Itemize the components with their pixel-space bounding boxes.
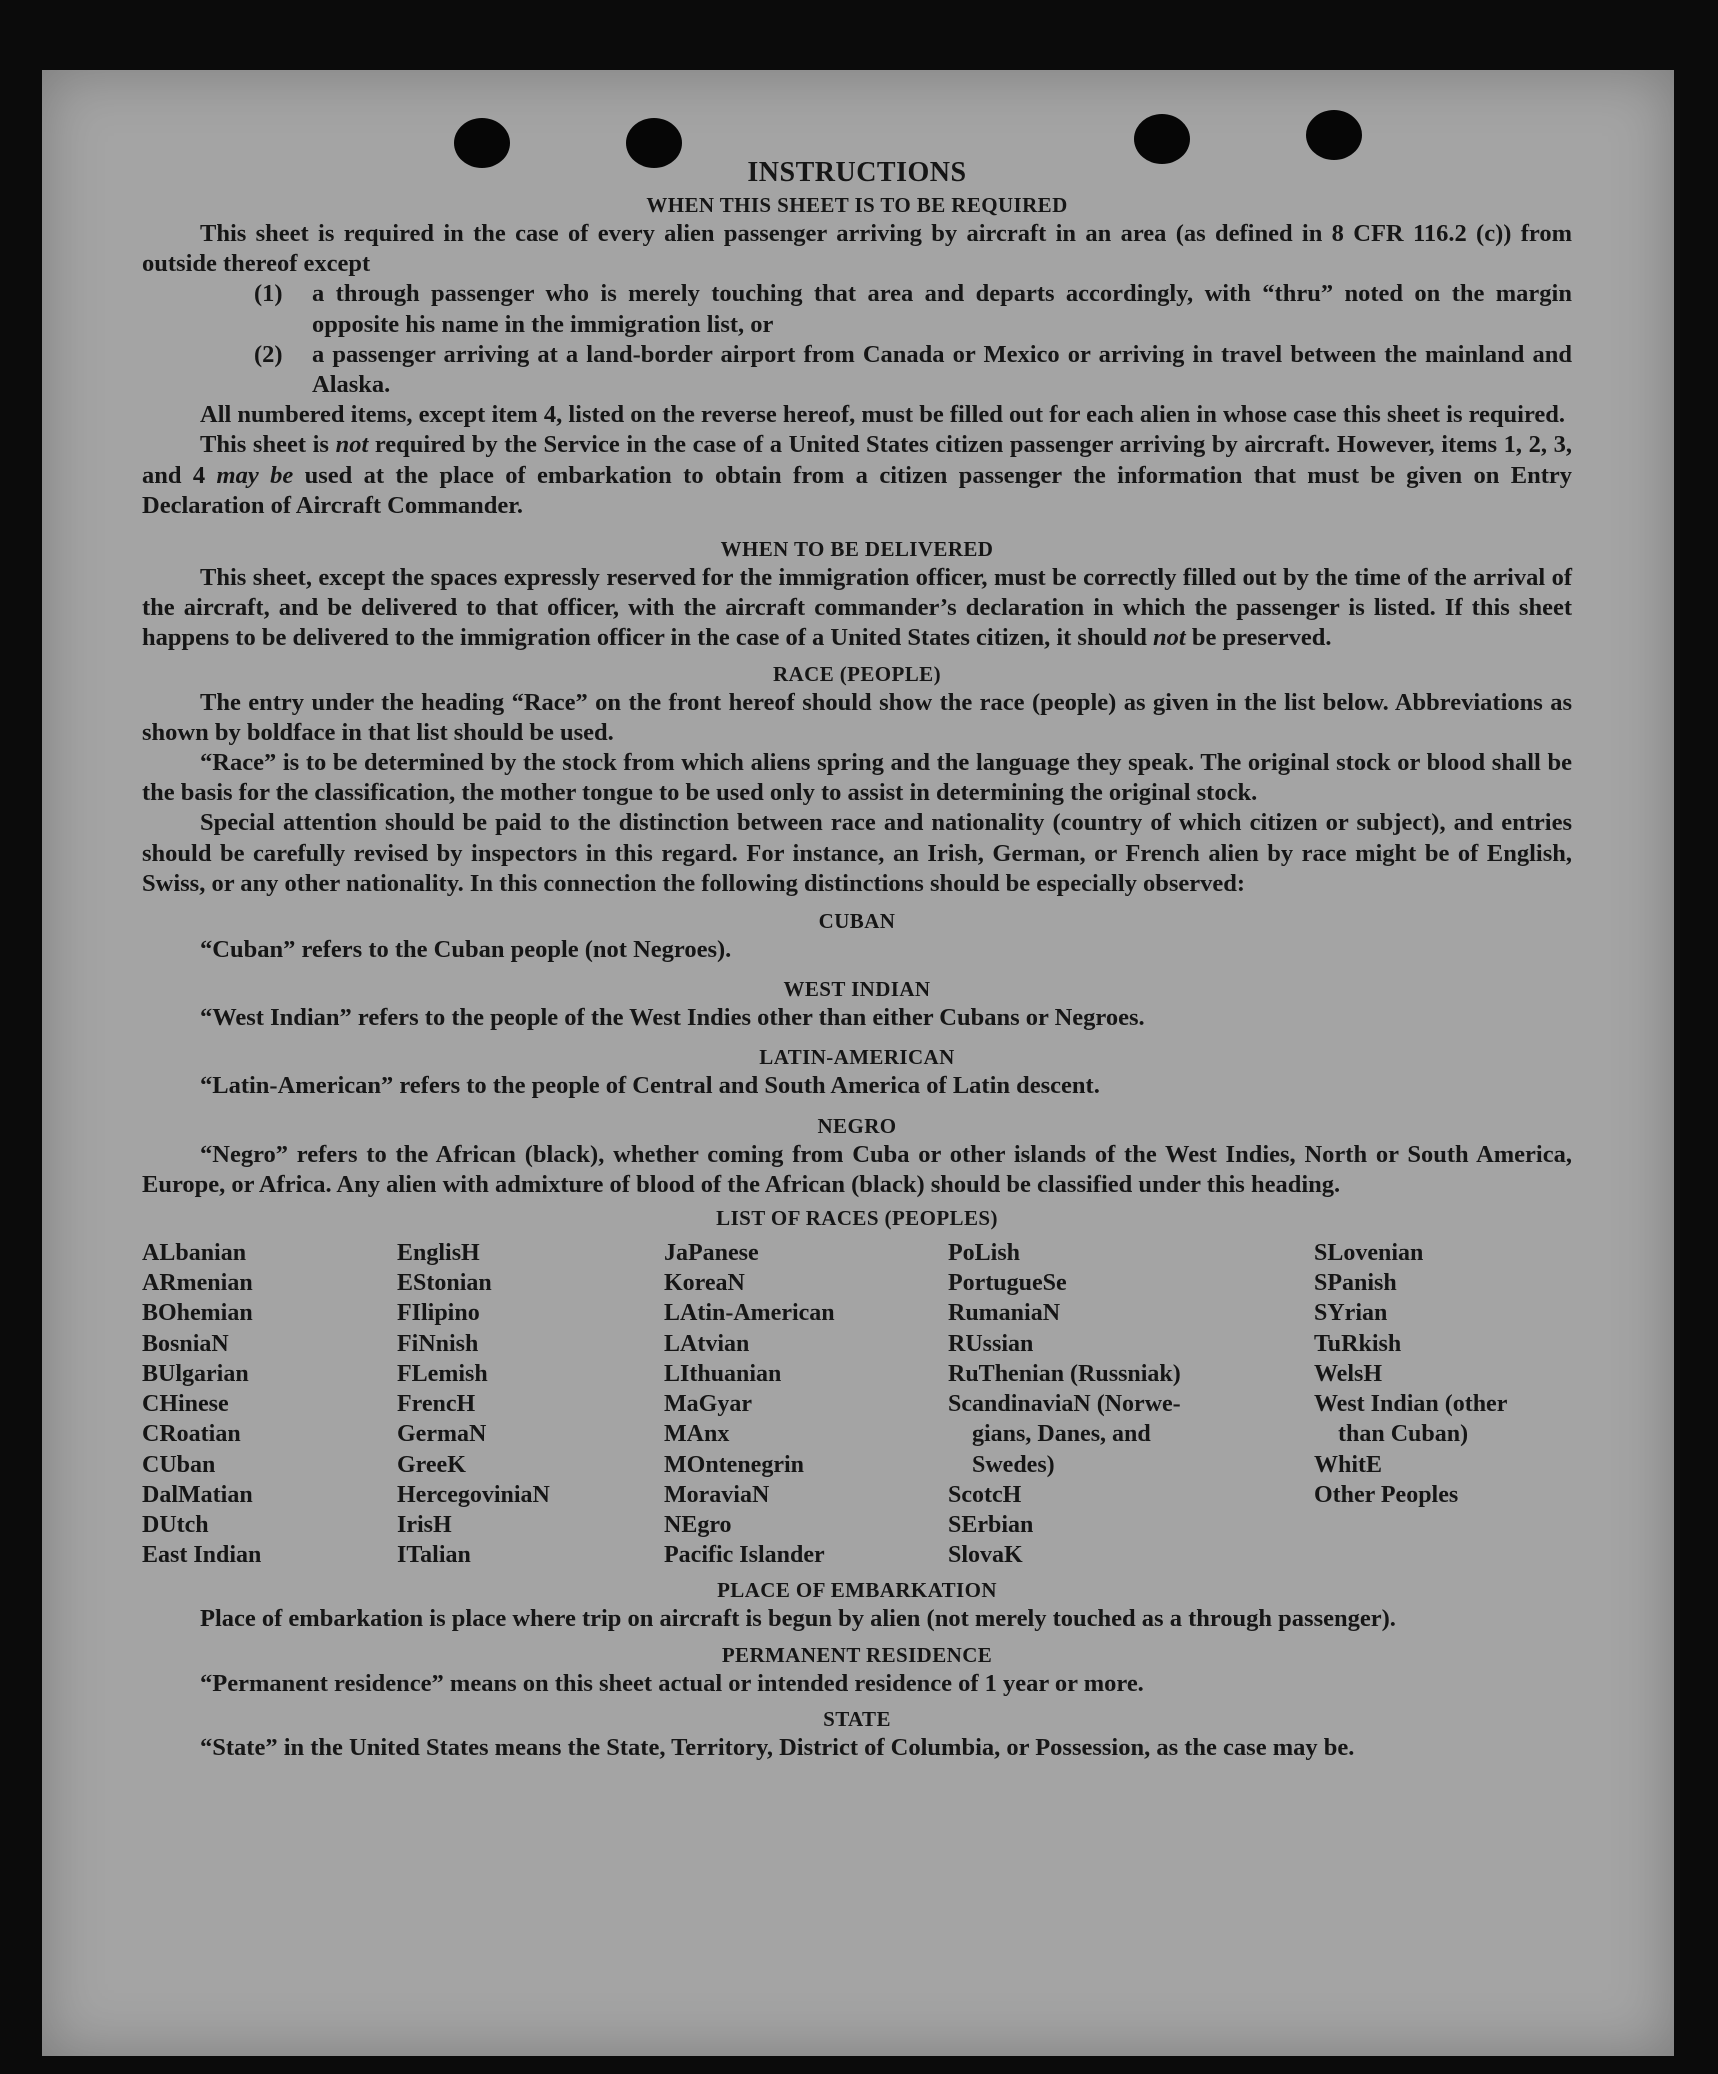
section-heading-required: WHEN THIS SHEET IS TO BE REQUIRED <box>646 193 1068 217</box>
section-heading-race: RACE (PEOPLE) <box>773 661 941 686</box>
race-item: MAnx <box>664 1421 730 1448</box>
race-item: Swedes) <box>972 1451 1055 1478</box>
page-title: INSTRUCTIONS <box>747 157 967 188</box>
race-item: gians, Danes, and <box>972 1421 1151 1448</box>
paragraph: Place of embarkation is place where trip on aircraft is begun by alien (not merely touched as a through passenger). <box>200 1605 1396 1633</box>
paragraph: This sheet, except the spaces expressly reserved for the immigration officer, must be correctly filled out by the time of the arrival of the aircraft, and be delivered to that officer, with the aircraft commander’s declaration in which the passenger is listed. If this sheet happens to be delivered to the immigration officer in the case of a United States citizen, it should not be preserved. <box>142 564 1572 652</box>
race-item: LIthuanian <box>664 1360 782 1387</box>
races-column <box>948 1238 1314 1570</box>
item-number: (1) <box>254 280 283 308</box>
race-item: FiNnish <box>397 1330 479 1357</box>
race-item: WelsH <box>1314 1360 1383 1387</box>
race-item: RUssian <box>948 1330 1034 1357</box>
races-column <box>664 1238 948 1570</box>
race-item: BUlgarian <box>142 1360 249 1387</box>
item-text: a through passenger who is merely touching that area and departs accordingly, with “thru” noted on the margin opposite his name in the immigration list, or <box>312 280 1572 338</box>
section-heading-embarkation: PLACE OF EMBARKATION <box>717 1578 997 1603</box>
race-item: ScandinaviaN (Norwe- <box>948 1391 1181 1418</box>
race-item: than Cuban) <box>1338 1421 1469 1448</box>
race-item: RuThenian (Russniak) <box>948 1360 1181 1387</box>
section-heading-west-indian: WEST INDIAN <box>783 977 931 1002</box>
race-item: East Indian <box>142 1542 262 1569</box>
paragraph: Special attention should be paid to the distinction between race and nationality (country of which citizen or subject), and entries should be carefully revised by inspectors in this regard. For instance, an Irish, German, or French alien by race might be of English, Swiss, or any other nationality. In this connection the following distinctions should be especially observed: <box>142 809 1572 897</box>
race-item: DalMatian <box>142 1481 253 1508</box>
races-column <box>397 1238 664 1570</box>
section-heading-negro: NEGRO <box>817 1113 897 1138</box>
race-item: ARmenian <box>142 1270 253 1297</box>
race-item: FrencH <box>397 1391 476 1418</box>
race-item: ALbanian <box>142 1240 247 1267</box>
instructions-content <box>142 154 1572 1763</box>
race-item: ScotcH <box>948 1481 1022 1508</box>
race-item: SLovenian <box>1314 1240 1424 1267</box>
race-item: EnglisH <box>397 1240 480 1267</box>
race-item: DUtch <box>142 1511 209 1538</box>
race-item: SYrian <box>1314 1300 1388 1327</box>
race-item: TuRkish <box>1314 1330 1402 1357</box>
section-heading-cuban: CUBAN <box>818 909 896 934</box>
races-column <box>1314 1238 1572 1570</box>
race-item: CHinese <box>142 1391 229 1418</box>
race-item: FIlipino <box>397 1300 480 1327</box>
paragraph: “West Indian” refers to the people of the West Indies other than either Cubans or Negroes. <box>200 1004 1145 1032</box>
race-item: EStonian <box>397 1270 492 1297</box>
paragraph: This sheet is not required by the Service in the case of a United States citizen passenger arriving by aircraft. However, items 1, 2, 3, and 4 may be used at the place of embarkation to obtain from a citizen passenger the information that must be given on Entry Declaration of Aircraft Commander. <box>142 431 1573 519</box>
paragraph: “Negro” refers to the African (black), whether coming from Cuba or other islands of the West Indies, North or South America, Europe, or Africa. Any alien with admixture of blood of the African (black) should be classified under this heading. <box>142 1140 1572 1198</box>
race-item: LAtvian <box>664 1330 750 1357</box>
race-item: JaPanese <box>664 1240 759 1267</box>
race-item: ITalian <box>397 1542 471 1569</box>
race-item: GreeK <box>397 1451 466 1478</box>
race-item: SlovaK <box>948 1542 1023 1569</box>
punch-hole <box>1306 110 1362 160</box>
race-item: PoLish <box>948 1240 1021 1267</box>
race-item: FLemish <box>397 1360 488 1387</box>
numbered-item <box>254 279 1572 339</box>
paragraph: All numbered items, except item 4, listed on the reverse hereof, must be filled out for each alien in whose case this sheet is required. <box>200 401 1566 429</box>
section-heading-latin-american: LATIN-AMERICAN <box>759 1045 955 1070</box>
races-column <box>142 1238 397 1570</box>
race-item: WhitE <box>1314 1451 1383 1478</box>
race-item: Pacific Islander <box>664 1542 825 1569</box>
race-item: BosniaN <box>142 1330 229 1357</box>
race-item: Other Peoples <box>1314 1481 1459 1508</box>
race-item: HercegoviniaN <box>397 1481 550 1508</box>
race-item: BOhemian <box>142 1300 253 1327</box>
race-item: SErbian <box>948 1511 1034 1538</box>
section-heading-delivered: WHEN TO BE DELIVERED <box>720 537 994 562</box>
paragraph: “Cuban” refers to the Cuban people (not Negroes). <box>200 936 732 964</box>
race-item: SPanish <box>1314 1270 1397 1297</box>
race-item: CRoatian <box>142 1421 241 1448</box>
section-heading-permanent-residence: PERMANENT RESIDENCE <box>721 1642 993 1667</box>
race-item: PortugueSe <box>948 1270 1067 1297</box>
item-text: a passenger arriving at a land-border airport from Canada or Mexico or arriving in travel between the mainland and Alaska. <box>312 340 1572 399</box>
race-item: KoreaN <box>664 1270 745 1297</box>
paragraph: “Permanent residence” means on this sheet actual or intended residence of 1 year or more. <box>200 1669 1144 1697</box>
section-heading-list-of-races: LIST OF RACES (PEOPLES) <box>716 1206 998 1231</box>
race-item: GermaN <box>397 1421 487 1448</box>
race-item: MoraviaN <box>664 1481 770 1508</box>
numbered-item <box>254 340 1572 400</box>
paragraph: “Latin-American” refers to the people of Central and South America of Latin descent. <box>200 1072 1100 1100</box>
races-list <box>142 1238 1572 1570</box>
race-item: IrisH <box>397 1511 452 1538</box>
paragraph: “Race” is to be determined by the stock from which aliens spring and the language they speak. The original stock or blood shall be the basis for the classification, the mother tongue to be used only to assist in determining the original stock. <box>142 749 1572 807</box>
race-item: West Indian (other <box>1314 1391 1508 1418</box>
paragraph: The entry under the heading “Race” on the front hereof should show the race (people) as given in the list below. Abbreviations as shown by boldface in that list should be used. <box>142 688 1572 746</box>
paragraph: “State” in the United States means the State, Territory, District of Columbia, or Possession, as the case may be. <box>200 1733 1355 1761</box>
race-item: NEgro <box>664 1511 732 1538</box>
race-item: MaGyar <box>664 1391 752 1418</box>
race-item: MOntenegrin <box>664 1451 804 1478</box>
race-item: CUban <box>142 1451 216 1478</box>
item-number: (2) <box>254 340 283 368</box>
paragraph: This sheet is required in the case of every alien passenger arriving by aircraft in an area (as defined in 8 CFR 116.2 (c)) from outside thereof except <box>142 220 1572 278</box>
race-item: LAtin-American <box>664 1300 835 1327</box>
section-heading-state: STATE <box>823 1706 891 1731</box>
race-item: RumaniaN <box>948 1300 1061 1327</box>
